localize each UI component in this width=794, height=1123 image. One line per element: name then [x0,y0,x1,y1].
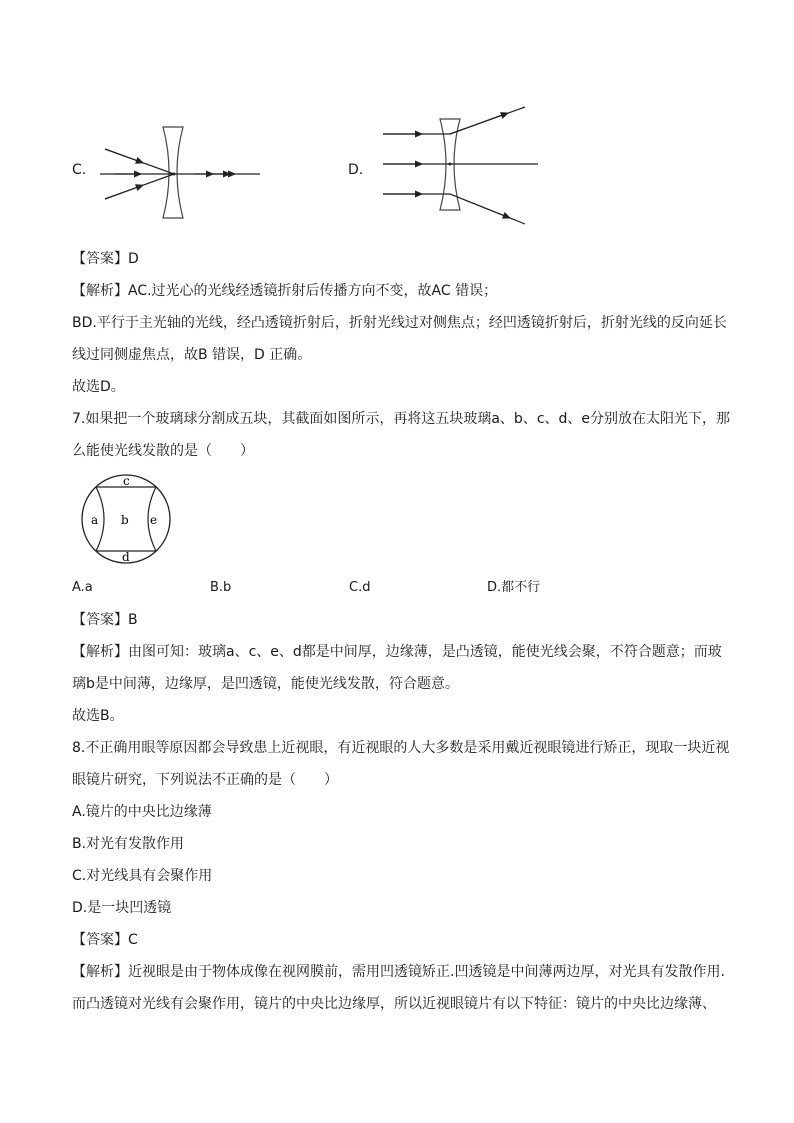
q8-option-a: A.镜片的中央比边缘薄 [72,804,212,820]
q7-analysis-1: 【解析】由图可知：玻璃a、c、e、d都是中间厚，边缘薄，是凸透镜，能使光线会聚，不符合题意；而玻 [72,644,722,660]
q8-option-c: C.对光线具有会聚作用 [72,868,213,884]
q8-option-b: B.对光有发散作用 [72,836,185,852]
q7-conclusion: 故选B。 [72,708,124,724]
q8-analysis-1: 【解析】近视眼是由于物体成像在视网膜前，需用凹透镜矫正.凹透镜是中间薄两边厚，对光具有发散作用. [72,964,725,980]
q7-analysis-2: 璃b是中间薄，边缘厚，是凹透镜，能使光线发散，符合题意。 [72,676,459,692]
q6-analysis-1: 【解析】AC.过光心的光线经透镜折射后传播方向不变，故AC 错误； [72,283,498,299]
label-d: d [122,550,130,564]
figure-c-concave-lens [95,124,265,224]
q8-answer: 【答案】C [72,932,138,948]
q7-option-d: D.都不行 [487,580,541,595]
q8-option-d: D.是一块凹透镜 [72,900,172,916]
q7-stem-2: 么能使光线发散的是（ ） [72,443,254,459]
lens-c [163,127,183,218]
option-d-label: D. [348,162,364,178]
label-b: b [121,513,129,527]
q7-stem-1: 7.如果把一个玻璃球分割成五块，其截面如图所示，再将这五块玻璃a、b、c、d、e分别放在太阳光下，那 [72,411,731,427]
label-a: a [91,513,99,527]
q7-option-b: B.b [210,580,232,595]
q8-analysis-2: 而凸透镜对光线有会聚作用，镜片的中央比边缘厚，所以近视眼镜片有以下特征：镜片的中央比边缘薄、 [72,996,716,1012]
q6-analysis-3: 线过同侧虚焦点，故B 错误，D 正确。 [72,347,312,363]
glass-ball-figure [80,473,172,565]
q7-option-c: C.d [349,580,371,595]
q8-stem-1: 8.不正确用眼等原因都会导致患上近视眼，有近视眼的人大多数是采用戴近视眼镜进行矫正，现取一块近视 [72,740,730,756]
q7-option-a: A.a [72,580,93,595]
q8-stem-2: 眼镜片研究，下列说法不正确的是（ ） [72,772,338,788]
q7-answer: 【答案】B [72,612,138,628]
label-c: c [123,474,130,488]
q6-answer: 【答案】D [72,251,139,267]
q6-conclusion: 故选D。 [72,379,125,395]
label-e: e [150,513,158,527]
option-c-label: C. [72,162,87,178]
q6-analysis-2: BD.平行于主光轴的光线，经凸透镜折射后，折射光线过对侧焦点；经凹透镜折射后，折射光线的反向延长 [72,315,727,331]
figure-d-concave-lens [380,102,555,232]
